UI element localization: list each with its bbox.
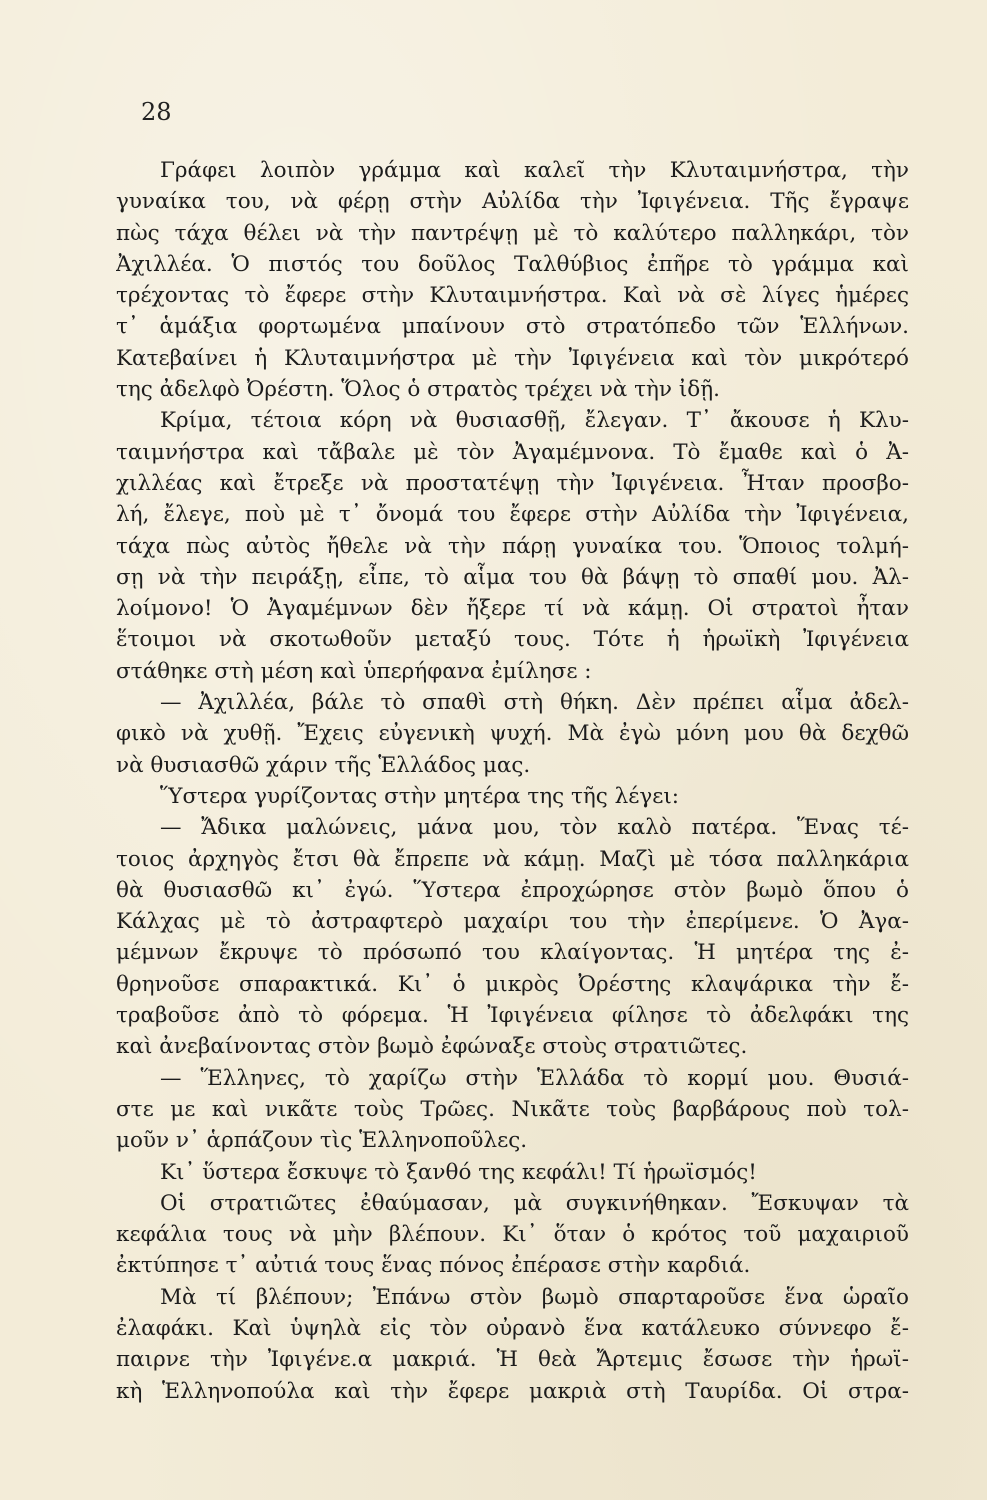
- text-line: θὰ θυσιασθῶ κι᾽ ἐγώ. Ὕστερα ἐπροχώρησε στὸν βωμὸ ὅπου ὁ: [116, 877, 909, 903]
- text-line: Κρίμα, τέτοια κόρη νὰ θυσιασθῇ, ἔλεγαν. Τ᾽ ἄκουσε ἡ Κλυ-: [160, 408, 909, 434]
- text-line: Οἱ στρατιῶτες ἐθαύμασαν, μὰ συγκινήθηκαν. Ἔσκυψαν τὰ: [160, 1190, 909, 1216]
- text-line: γυναίκα του, νὰ φέρῃ στὴν Αὐλίδα τὴν Ἰφιγένεια. Τῆς ἔγραψε: [116, 189, 909, 215]
- text-line: φικὸ νὰ χυθῇ. Ἔχεις εὐγενικὴ ψυχή. Μὰ ἐγὼ μόνη μου θὰ δεχθῶ: [116, 721, 909, 747]
- text-line: κὴ Ἑλληνοπούλα καὶ τὴν ἔφερε μακριὰ στὴ Ταυρίδα. Οἱ στρα-: [116, 1378, 909, 1404]
- text-line: νὰ θυσιασθῶ χάριν τῆς Ἑλλάδος μας.: [116, 752, 531, 778]
- text-line: χιλλέας καὶ ἔτρεξε νὰ προστατέψῃ τὴν Ἰφιγένεια. Ἦταν προσβο-: [116, 470, 909, 496]
- text-line: τρέχοντας τὸ ἔφερε στὴν Κλυταιμνήστρα. Καὶ νὰ σὲ λίγες ἡμέρες: [116, 283, 909, 309]
- text-line: — Ἄδικα μαλώνεις, μάνα μου, τὸν καλὸ πατέρα. Ἕνας τέ-: [160, 815, 909, 841]
- text-line: Γράφει λοιπὸν γράμμα καὶ καλεῖ τὴν Κλυταιμνήστρα, τὴν: [160, 158, 909, 183]
- text-line: Μὰ τί βλέπουν; Ἐπάνω στὸν βωμὸ σπαρταροῦσε ἕνα ὡραῖο: [160, 1284, 909, 1310]
- body-text: [116, 155, 909, 1407]
- text-line: Κατεβαίνει ἡ Κλυταιμνήστρα μὲ τὴν Ἰφιγένεια καὶ τὸν μικρότερό: [116, 345, 909, 371]
- text-line: της ἀδελφὸ Ὀρέστη. Ὅλος ὁ στρατὸς τρέχει νὰ τὴν ἰδῇ.: [116, 377, 720, 403]
- text-line: λή, ἔλεγε, ποὺ μὲ τ᾽ ὄνομά του ἔφερε στὴν Αὐλίδα τὴν Ἰφιγένεια,: [116, 502, 909, 528]
- text-line: ταιμνήστρα καὶ τἄβαλε μὲ τὸν Ἀγαμέμνονα. Τὸ ἔμαθε καὶ ὁ Ἀ-: [116, 439, 909, 465]
- text-line: θρηνοῦσε σπαρακτικά. Κι᾽ ὁ μικρὸς Ὀρέστης κλαψάρικα τὴν ἔ-: [116, 971, 909, 997]
- text-line: μοῦν ν᾽ ἁρπάζουν τὶς Ἑλληνοποῦλες.: [116, 1128, 528, 1154]
- text-line: — Ἀχιλλέα, βάλε τὸ σπαθὶ στὴ θήκη. Δὲν πρέπει αἷμα ἀδελ-: [160, 690, 909, 716]
- text-line: τραβοῦσε ἀπὸ τὸ φόρεμα. Ἡ Ἰφιγένεια φίλησε τὸ ἀδελφάκι της: [116, 1003, 909, 1029]
- text-line: — Ἕλληνες, τὸ χαρίζω στὴν Ἑλλάδα τὸ κορμί μου. Θυσιά-: [160, 1065, 909, 1091]
- text-line: ἐκτύπησε τ᾽ αὐτιά τους ἕνας πόνος ἐπέρασε στὴν καρδιά.: [116, 1253, 751, 1279]
- text-line: τοιος ἀρχηγὸς ἔτσι θὰ ἔπρεπε νὰ κάμῃ. Μαζὶ μὲ τόσα παλληκάρια: [116, 846, 909, 872]
- text-line: παιρνε τὴν Ἰφιγένε.α μακριά. Ἡ θεὰ Ἄρτεμις ἔσωσε τὴν ἡρωϊ-: [116, 1347, 909, 1373]
- text-line: λοίμονο! Ὁ Ἀγαμέμνων δὲν ἤξερε τί νὰ κάμῃ. Οἱ στρατοὶ ἦταν: [116, 596, 909, 622]
- page-number: 28: [141, 98, 172, 126]
- text-line: Κάλχας μὲ τὸ ἀστραφτερὸ μαχαίρι του τὴν ἐπερίμενε. Ὁ Ἀγα-: [116, 909, 909, 935]
- text-line: Ὕστερα γυρίζοντας στὴν μητέρα της τῆς λέγει:: [160, 783, 680, 809]
- text-line: κεφάλια τους νὰ μὴν βλέπουν. Κι᾽ ὅταν ὁ κρότος τοῦ μαχαιριοῦ: [116, 1222, 909, 1248]
- text-line: μέμνων ἔκρυψε τὸ πρόσωπό του κλαίγοντας. Ἡ μητέρα της ἐ-: [116, 940, 909, 966]
- text-line: ἕτοιμοι νὰ σκοτωθοῦν μεταξύ τους. Τότε ἡ ἡρωϊκὴ Ἰφιγένεια: [116, 627, 909, 653]
- text-line: τ᾽ ἁμάξια φορτωμένα μπαίνουν στὸ στρατόπεδο τῶν Ἑλλήνων.: [116, 314, 909, 340]
- text-line: στε με καὶ νικᾶτε τοὺς Τρῶες. Νικᾶτε τοὺς βαρβάρους ποὺ τολ-: [116, 1096, 909, 1122]
- text-line: καὶ ἀνεβαίνοντας στὸν βωμὸ ἐφώναξε στοὺς στρατιῶτες.: [116, 1034, 748, 1060]
- text-line: στάθηκε στὴ μέση καὶ ὑπερήφανα ἐμίλησε :: [116, 658, 592, 684]
- text-line: τάχα πὼς αὐτὸς ἤθελε νὰ τὴν πάρῃ γυναίκα του. Ὅποιος τολμή-: [116, 533, 909, 559]
- text-line: ἐλαφάκι. Καὶ ὑψηλὰ εἰς τὸν οὐρανὸ ἕνα κατάλευκο σύννεφο ἔ-: [116, 1315, 909, 1341]
- text-line: σῃ νὰ τὴν πειράξῃ, εἶπε, τὸ αἷμα του θὰ βάψῃ τὸ σπαθί μου. Ἀλ-: [116, 564, 909, 590]
- text-line: Κι᾽ ὕστερα ἔσκυψε τὸ ξανθό της κεφάλι! Τί ἡρωϊσμός!: [160, 1159, 757, 1185]
- text-line: Ἀχιλλέα. Ὁ πιστός του δοῦλος Ταλθύβιος ἐπῆρε τὸ γράμμα καὶ: [116, 251, 909, 277]
- text-line: πὼς τάχα θέλει νὰ τὴν παντρέψῃ μὲ τὸ καλύτερο παλληκάρι, τὸν: [116, 220, 909, 246]
